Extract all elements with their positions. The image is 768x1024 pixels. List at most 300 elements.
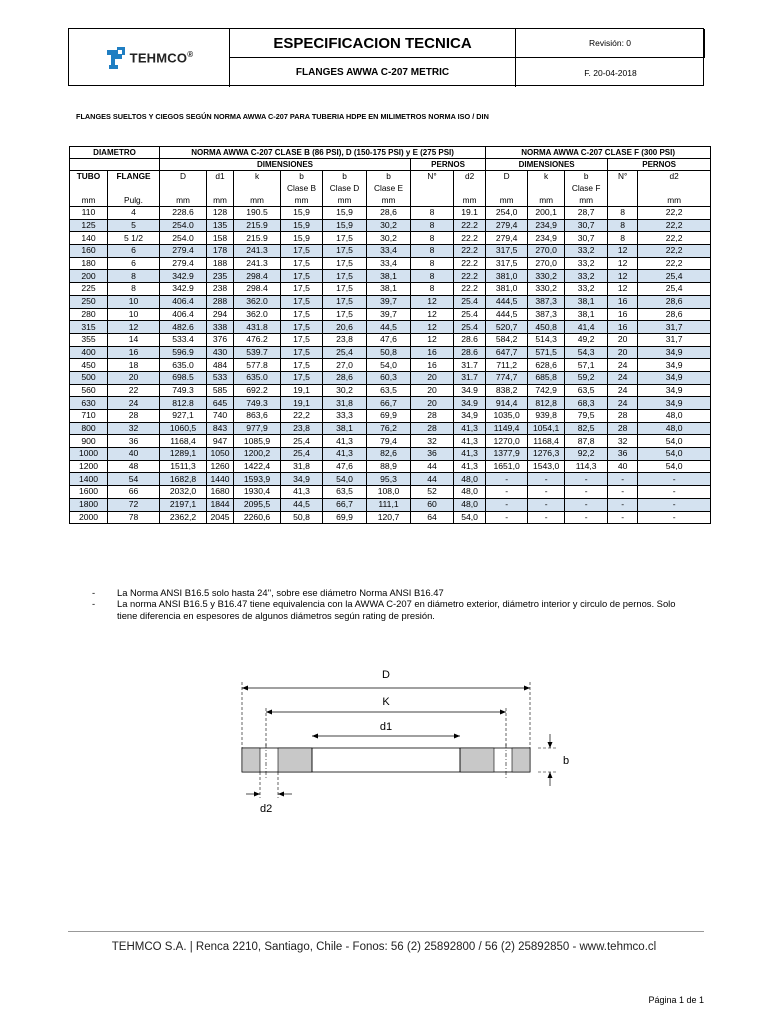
table-cell: 76,2	[367, 422, 411, 435]
table-cell: 12	[608, 270, 638, 283]
table-cell: 25.4	[454, 308, 486, 321]
table-cell: 1844	[207, 498, 234, 511]
table-cell: 20	[411, 371, 454, 384]
table-cell: 32	[411, 435, 454, 448]
table-cell: 17,5	[323, 283, 367, 296]
table-cell: 88,9	[367, 460, 411, 473]
table-cell: mm	[70, 195, 108, 207]
table-cell: 41,3	[323, 435, 367, 448]
table-cell: 28,6	[638, 295, 711, 308]
table-cell: 406.4	[160, 308, 207, 321]
table-cell: 16	[608, 295, 638, 308]
table-cell: 52	[411, 486, 454, 499]
table-cell: 25,4	[638, 270, 711, 283]
table-cell: 31,8	[323, 397, 367, 410]
table-cell: 8	[411, 219, 454, 232]
table-cell: 15,9	[281, 232, 323, 245]
table-cell: 24	[108, 397, 160, 410]
table-cell: TUBO	[70, 171, 108, 183]
table-cell: 838,2	[486, 384, 528, 397]
table-cell: d1	[207, 171, 234, 183]
table-cell: 33,2	[565, 283, 608, 296]
table-cell: 16	[108, 346, 160, 359]
table-cell: -	[486, 511, 528, 524]
table-cell: 1270,0	[486, 435, 528, 448]
table-cell: 355	[70, 333, 108, 346]
table-cell: 1930,4	[234, 486, 281, 499]
table-row	[70, 283, 711, 296]
table-cell: 17,5	[281, 257, 323, 270]
table-body	[70, 147, 711, 524]
table-cell: 8	[411, 207, 454, 220]
table-cell: 12	[411, 333, 454, 346]
table-cell: mm	[160, 195, 207, 207]
table-cell: 24	[608, 371, 638, 384]
table-cell: 54,0	[454, 511, 486, 524]
table-cell: 66,7	[323, 498, 367, 511]
document-subtitle: FLANGES AWWA C-207 METRIC	[230, 58, 516, 87]
table-cell: 17,5	[323, 245, 367, 258]
table-cell: 1054,1	[528, 422, 565, 435]
table-cell: 31.7	[454, 371, 486, 384]
table-cell: 17,5	[281, 333, 323, 346]
table-cell: 1200	[70, 460, 108, 473]
table-cell: 44,5	[367, 321, 411, 334]
table-cell: 41,3	[454, 435, 486, 448]
table-cell: 108,0	[367, 486, 411, 499]
table-cell: 215.9	[234, 232, 281, 245]
table-cell: 10	[108, 308, 160, 321]
table-cell: 30,2	[323, 384, 367, 397]
table-cell: 63,5	[565, 384, 608, 397]
table-cell: 228.6	[160, 207, 207, 220]
table-cell: 54,0	[638, 460, 711, 473]
table-cell: -	[528, 498, 565, 511]
table-cell: 28	[411, 410, 454, 423]
table-row	[70, 219, 711, 232]
table-cell: 31,8	[281, 460, 323, 473]
table-cell: mm	[234, 195, 281, 207]
table-cell: 190.5	[234, 207, 281, 220]
table-cell	[70, 183, 108, 195]
table-cell: 22.2	[454, 283, 486, 296]
table-cell	[108, 183, 160, 195]
table-cell: 17,5	[323, 232, 367, 245]
table-cell: 484	[207, 359, 234, 372]
table-cell: 539.7	[234, 346, 281, 359]
table-cell	[454, 183, 486, 195]
table-cell: 15,9	[323, 219, 367, 232]
table-cell: mm	[207, 195, 234, 207]
table-cell: 36	[108, 435, 160, 448]
table-cell: 28,6	[638, 308, 711, 321]
pipe-logo-icon	[105, 45, 127, 71]
table-cell: 1511,3	[160, 460, 207, 473]
table-cell: 17,5	[281, 295, 323, 308]
table-cell: 40	[608, 460, 638, 473]
table-cell: 12	[411, 308, 454, 321]
table-cell: 20	[411, 397, 454, 410]
table-cell: Clase B	[281, 183, 323, 195]
table-cell: 8	[608, 219, 638, 232]
table-cell: 54,0	[367, 359, 411, 372]
table-cell: 635.0	[234, 371, 281, 384]
table-cell: 22.2	[454, 257, 486, 270]
table-cell: 87,8	[565, 435, 608, 448]
table-cell: 1050	[207, 448, 234, 461]
table-cell: 710	[70, 410, 108, 423]
table-row	[70, 232, 711, 245]
table-cell	[411, 183, 454, 195]
table-cell: 800	[70, 422, 108, 435]
table-cell: 1000	[70, 448, 108, 461]
table-cell: 180	[70, 257, 108, 270]
table-cell: 60	[411, 498, 454, 511]
page-number: Página 1 de 1	[648, 995, 704, 1005]
table-cell: 22,2	[638, 245, 711, 258]
table-cell: 24	[608, 384, 638, 397]
table-cell: -	[608, 511, 638, 524]
table-cell: 38,1	[565, 308, 608, 321]
table-cell: b	[367, 171, 411, 183]
table-cell: 749.3	[234, 397, 281, 410]
table-cell: 647,7	[486, 346, 528, 359]
table-cell: 16	[608, 321, 638, 334]
table-cell: 34,9	[638, 371, 711, 384]
table-cell: -	[565, 473, 608, 486]
table-cell: 22.2	[454, 245, 486, 258]
table-cell: 8	[608, 232, 638, 245]
table-cell: 79,5	[565, 410, 608, 423]
table-cell: 298.4	[234, 270, 281, 283]
table-cell: 25,4	[281, 448, 323, 461]
table-cell: 376	[207, 333, 234, 346]
revision-label: Revisión: 0	[516, 29, 705, 58]
table-cell: 16	[608, 308, 638, 321]
table-cell: 635.0	[160, 359, 207, 372]
table-cell: 15,9	[281, 207, 323, 220]
table-cell: 19,1	[281, 397, 323, 410]
table-cell: 1200,2	[234, 448, 281, 461]
table-cell: 5	[108, 219, 160, 232]
table-cell: 241.3	[234, 245, 281, 258]
table-cell: 178	[207, 245, 234, 258]
table-cell: b	[565, 171, 608, 183]
table-cell: 54,0	[638, 435, 711, 448]
table-cell: 698.5	[160, 371, 207, 384]
table-cell: 280	[70, 308, 108, 321]
table-cell: 114,3	[565, 460, 608, 473]
table-cell: 120,7	[367, 511, 411, 524]
table-cell: 1422,4	[234, 460, 281, 473]
table-cell: 520,7	[486, 321, 528, 334]
table-cell	[486, 183, 528, 195]
table-cell: 2045	[207, 511, 234, 524]
table-cell: 571,5	[528, 346, 565, 359]
table-cell: 78	[108, 511, 160, 524]
table-cell: 47,6	[367, 333, 411, 346]
table-cell: 1085,9	[234, 435, 281, 448]
table-row	[70, 346, 711, 359]
table-cell	[638, 183, 711, 195]
table-cell: 225	[70, 283, 108, 296]
table-cell: 279.4	[160, 245, 207, 258]
table-cell: 238	[207, 283, 234, 296]
table-cell: 31,7	[638, 333, 711, 346]
flange-diagram	[220, 660, 580, 820]
table-cell: 315	[70, 321, 108, 334]
table-row	[70, 448, 711, 461]
table-cell: -	[565, 511, 608, 524]
table-cell: 38,1	[367, 283, 411, 296]
table-cell: 1377,9	[486, 448, 528, 461]
table-cell: 6	[108, 245, 160, 258]
table-cell: mm	[638, 195, 711, 207]
header-blank	[70, 159, 160, 171]
table-cell: 812,8	[528, 397, 565, 410]
table-row	[70, 295, 711, 308]
logo-cell	[69, 29, 230, 87]
table-cell: 92,2	[565, 448, 608, 461]
table-cell: 20	[411, 384, 454, 397]
sub-header-row	[70, 159, 711, 171]
table-cell: Clase E	[367, 183, 411, 195]
table-row	[70, 511, 711, 524]
table-cell: 32	[108, 422, 160, 435]
table-cell	[608, 195, 638, 207]
table-cell: 533.4	[160, 333, 207, 346]
table-cell: 2000	[70, 511, 108, 524]
table-cell: 22,2	[638, 257, 711, 270]
table-cell: N°	[608, 171, 638, 183]
table-cell: 1440	[207, 473, 234, 486]
table-cell: 30,7	[565, 232, 608, 245]
group-header-row	[70, 147, 711, 159]
table-cell: 476.2	[234, 333, 281, 346]
table-cell: 444,5	[486, 295, 528, 308]
table-cell: 34,9	[638, 359, 711, 372]
diagram-label-D: D	[382, 669, 390, 681]
table-cell: 200	[70, 270, 108, 283]
table-cell: 482.6	[160, 321, 207, 334]
table-cell: 59,2	[565, 371, 608, 384]
table-cell: 160	[70, 245, 108, 258]
table-cell: 72	[108, 498, 160, 511]
table-cell: 48,0	[638, 422, 711, 435]
table-cell: d2	[454, 171, 486, 183]
table-cell: 19,1	[281, 384, 323, 397]
table-cell: 54	[108, 473, 160, 486]
table-cell: 387,3	[528, 308, 565, 321]
table-cell: 927,1	[160, 410, 207, 423]
table-cell: Pulg.	[108, 195, 160, 207]
table-cell: 34,9	[638, 397, 711, 410]
table-cell: 939,8	[528, 410, 565, 423]
table-cell: 560	[70, 384, 108, 397]
table-cell: 23,8	[281, 422, 323, 435]
table-cell: 22,2	[638, 207, 711, 220]
table-row	[70, 384, 711, 397]
table-cell: 44,5	[281, 498, 323, 511]
table-cell: 254.0	[160, 232, 207, 245]
table-cell: 977,9	[234, 422, 281, 435]
table-cell: 63,5	[367, 384, 411, 397]
table-cell: 628,6	[528, 359, 565, 372]
logo-text: TEHMCO®	[129, 50, 194, 66]
column-subheader-row	[70, 183, 711, 195]
table-cell: 1400	[70, 473, 108, 486]
table-cell: 1680	[207, 486, 234, 499]
table-cell: 95,3	[367, 473, 411, 486]
table-cell: 16	[411, 359, 454, 372]
table-cell: 33,4	[367, 257, 411, 270]
table-cell: 8	[608, 207, 638, 220]
table-cell: -	[638, 473, 711, 486]
table-row	[70, 371, 711, 384]
table-cell: 1168,4	[160, 435, 207, 448]
table-row	[70, 473, 711, 486]
notes-list	[92, 587, 692, 621]
table-cell: 64	[411, 511, 454, 524]
table-cell: 863,6	[234, 410, 281, 423]
table-cell: 450,8	[528, 321, 565, 334]
table-cell: 1800	[70, 498, 108, 511]
table-cell: -	[608, 473, 638, 486]
table-cell: 68,3	[565, 397, 608, 410]
table-cell: 381,0	[486, 270, 528, 283]
table-cell: 41,3	[454, 460, 486, 473]
table-cell: 12	[108, 321, 160, 334]
table-cell: 34,9	[454, 410, 486, 423]
table-cell: 5 1/2	[108, 232, 160, 245]
table-cell: 12	[411, 295, 454, 308]
table-cell: 27,0	[323, 359, 367, 372]
table-cell: 33,2	[565, 257, 608, 270]
table-cell: 15,9	[323, 207, 367, 220]
diagram-label-K: K	[382, 696, 390, 708]
table-cell: 241.3	[234, 257, 281, 270]
table-cell: 22.2	[454, 232, 486, 245]
table-cell: 1035,0	[486, 410, 528, 423]
footer-text: TEHMCO S.A. | Renca 2210, Santiago, Chile - Fonos: 56 (2) 25892800 / 56 (2) 25892850 - www.tehmco.cl	[111, 941, 657, 953]
table-cell: 1260	[207, 460, 234, 473]
table-row	[70, 270, 711, 283]
table-cell: 514,3	[528, 333, 565, 346]
table-cell: 400	[70, 346, 108, 359]
table-cell: -	[565, 498, 608, 511]
table-cell: 692.2	[234, 384, 281, 397]
table-cell: 279.4	[160, 257, 207, 270]
table-cell: 20	[608, 333, 638, 346]
table-cell: 1543,0	[528, 460, 565, 473]
table-cell: 31.7	[454, 359, 486, 372]
table-cell: 22,2	[281, 410, 323, 423]
footer-divider	[68, 931, 704, 932]
table-cell: d2	[638, 171, 711, 183]
header-norma-b: NORMA AWWA C-207 CLASE B (86 PSI), D (150-175 PSI) y E (275 PSI)	[160, 147, 486, 159]
intro-text: FLANGES SUELTOS Y CIEGOS SEGÚN NORMA AWWA C-207 PARA TUBERIA HDPE EN MILIMETROS NORMA ISO / DIN	[76, 112, 489, 121]
table-cell: k	[528, 171, 565, 183]
header-dimensiones: DIMENSIONES	[160, 159, 411, 171]
table-cell: 110	[70, 207, 108, 220]
table-cell: 41,3	[281, 486, 323, 499]
table-cell: 8	[411, 232, 454, 245]
table-cell: 342.9	[160, 283, 207, 296]
table-cell: 431.8	[234, 321, 281, 334]
table-cell: 25.4	[454, 321, 486, 334]
table-cell: 584,2	[486, 333, 528, 346]
table-cell: 533	[207, 371, 234, 384]
table-cell: mm	[323, 195, 367, 207]
table-cell: 1651,0	[486, 460, 528, 473]
table-cell: D	[486, 171, 528, 183]
header-diametro: DIAMETRO	[70, 147, 160, 159]
table-cell: 28	[108, 410, 160, 423]
table-cell: 57,1	[565, 359, 608, 372]
table-cell: 28,7	[565, 207, 608, 220]
table-cell: 1149,4	[486, 422, 528, 435]
table-cell: 317,5	[486, 245, 528, 258]
table-cell: -	[528, 486, 565, 499]
table-cell: 140	[70, 232, 108, 245]
table-cell: -	[486, 473, 528, 486]
table-cell: 38,1	[323, 422, 367, 435]
table-cell	[234, 183, 281, 195]
table-cell: 39,7	[367, 308, 411, 321]
table-cell: 44	[411, 473, 454, 486]
table-cell: 20	[108, 371, 160, 384]
table-cell: 2260,6	[234, 511, 281, 524]
table-cell: 387,3	[528, 295, 565, 308]
table-cell: mm	[367, 195, 411, 207]
table-cell: 38,1	[367, 270, 411, 283]
table-row	[70, 207, 711, 220]
table-cell: 812.8	[160, 397, 207, 410]
table-cell: 685,8	[528, 371, 565, 384]
table-cell: 234,9	[528, 219, 565, 232]
table-cell: 330,2	[528, 270, 565, 283]
table-cell: 33,2	[565, 270, 608, 283]
table-cell: 1276,3	[528, 448, 565, 461]
table-cell: 1168,4	[528, 435, 565, 448]
table-cell: 1600	[70, 486, 108, 499]
table-cell: 22,2	[638, 219, 711, 232]
table-cell: 23,8	[323, 333, 367, 346]
table-cell: 111,1	[367, 498, 411, 511]
table-cell: 12	[608, 245, 638, 258]
table-row	[70, 308, 711, 321]
table-cell: 28	[411, 422, 454, 435]
table-cell: 79,4	[367, 435, 411, 448]
table-row	[70, 410, 711, 423]
table-cell: b	[281, 171, 323, 183]
table-cell: 362.0	[234, 308, 281, 321]
table-cell: 48,0	[454, 486, 486, 499]
table-cell: mm	[565, 195, 608, 207]
column-header-row	[70, 171, 711, 183]
table-cell: 25,4	[281, 435, 323, 448]
table-cell: 381,0	[486, 283, 528, 296]
table-cell: 20	[608, 346, 638, 359]
table-cell: FLANGE	[108, 171, 160, 183]
table-cell: -	[638, 511, 711, 524]
table-cell: 54,0	[323, 473, 367, 486]
table-cell: 135	[207, 219, 234, 232]
table-cell: 17,5	[281, 245, 323, 258]
table-cell: 60,3	[367, 371, 411, 384]
table-cell: 17,5	[323, 257, 367, 270]
table-cell: 28,6	[367, 207, 411, 220]
